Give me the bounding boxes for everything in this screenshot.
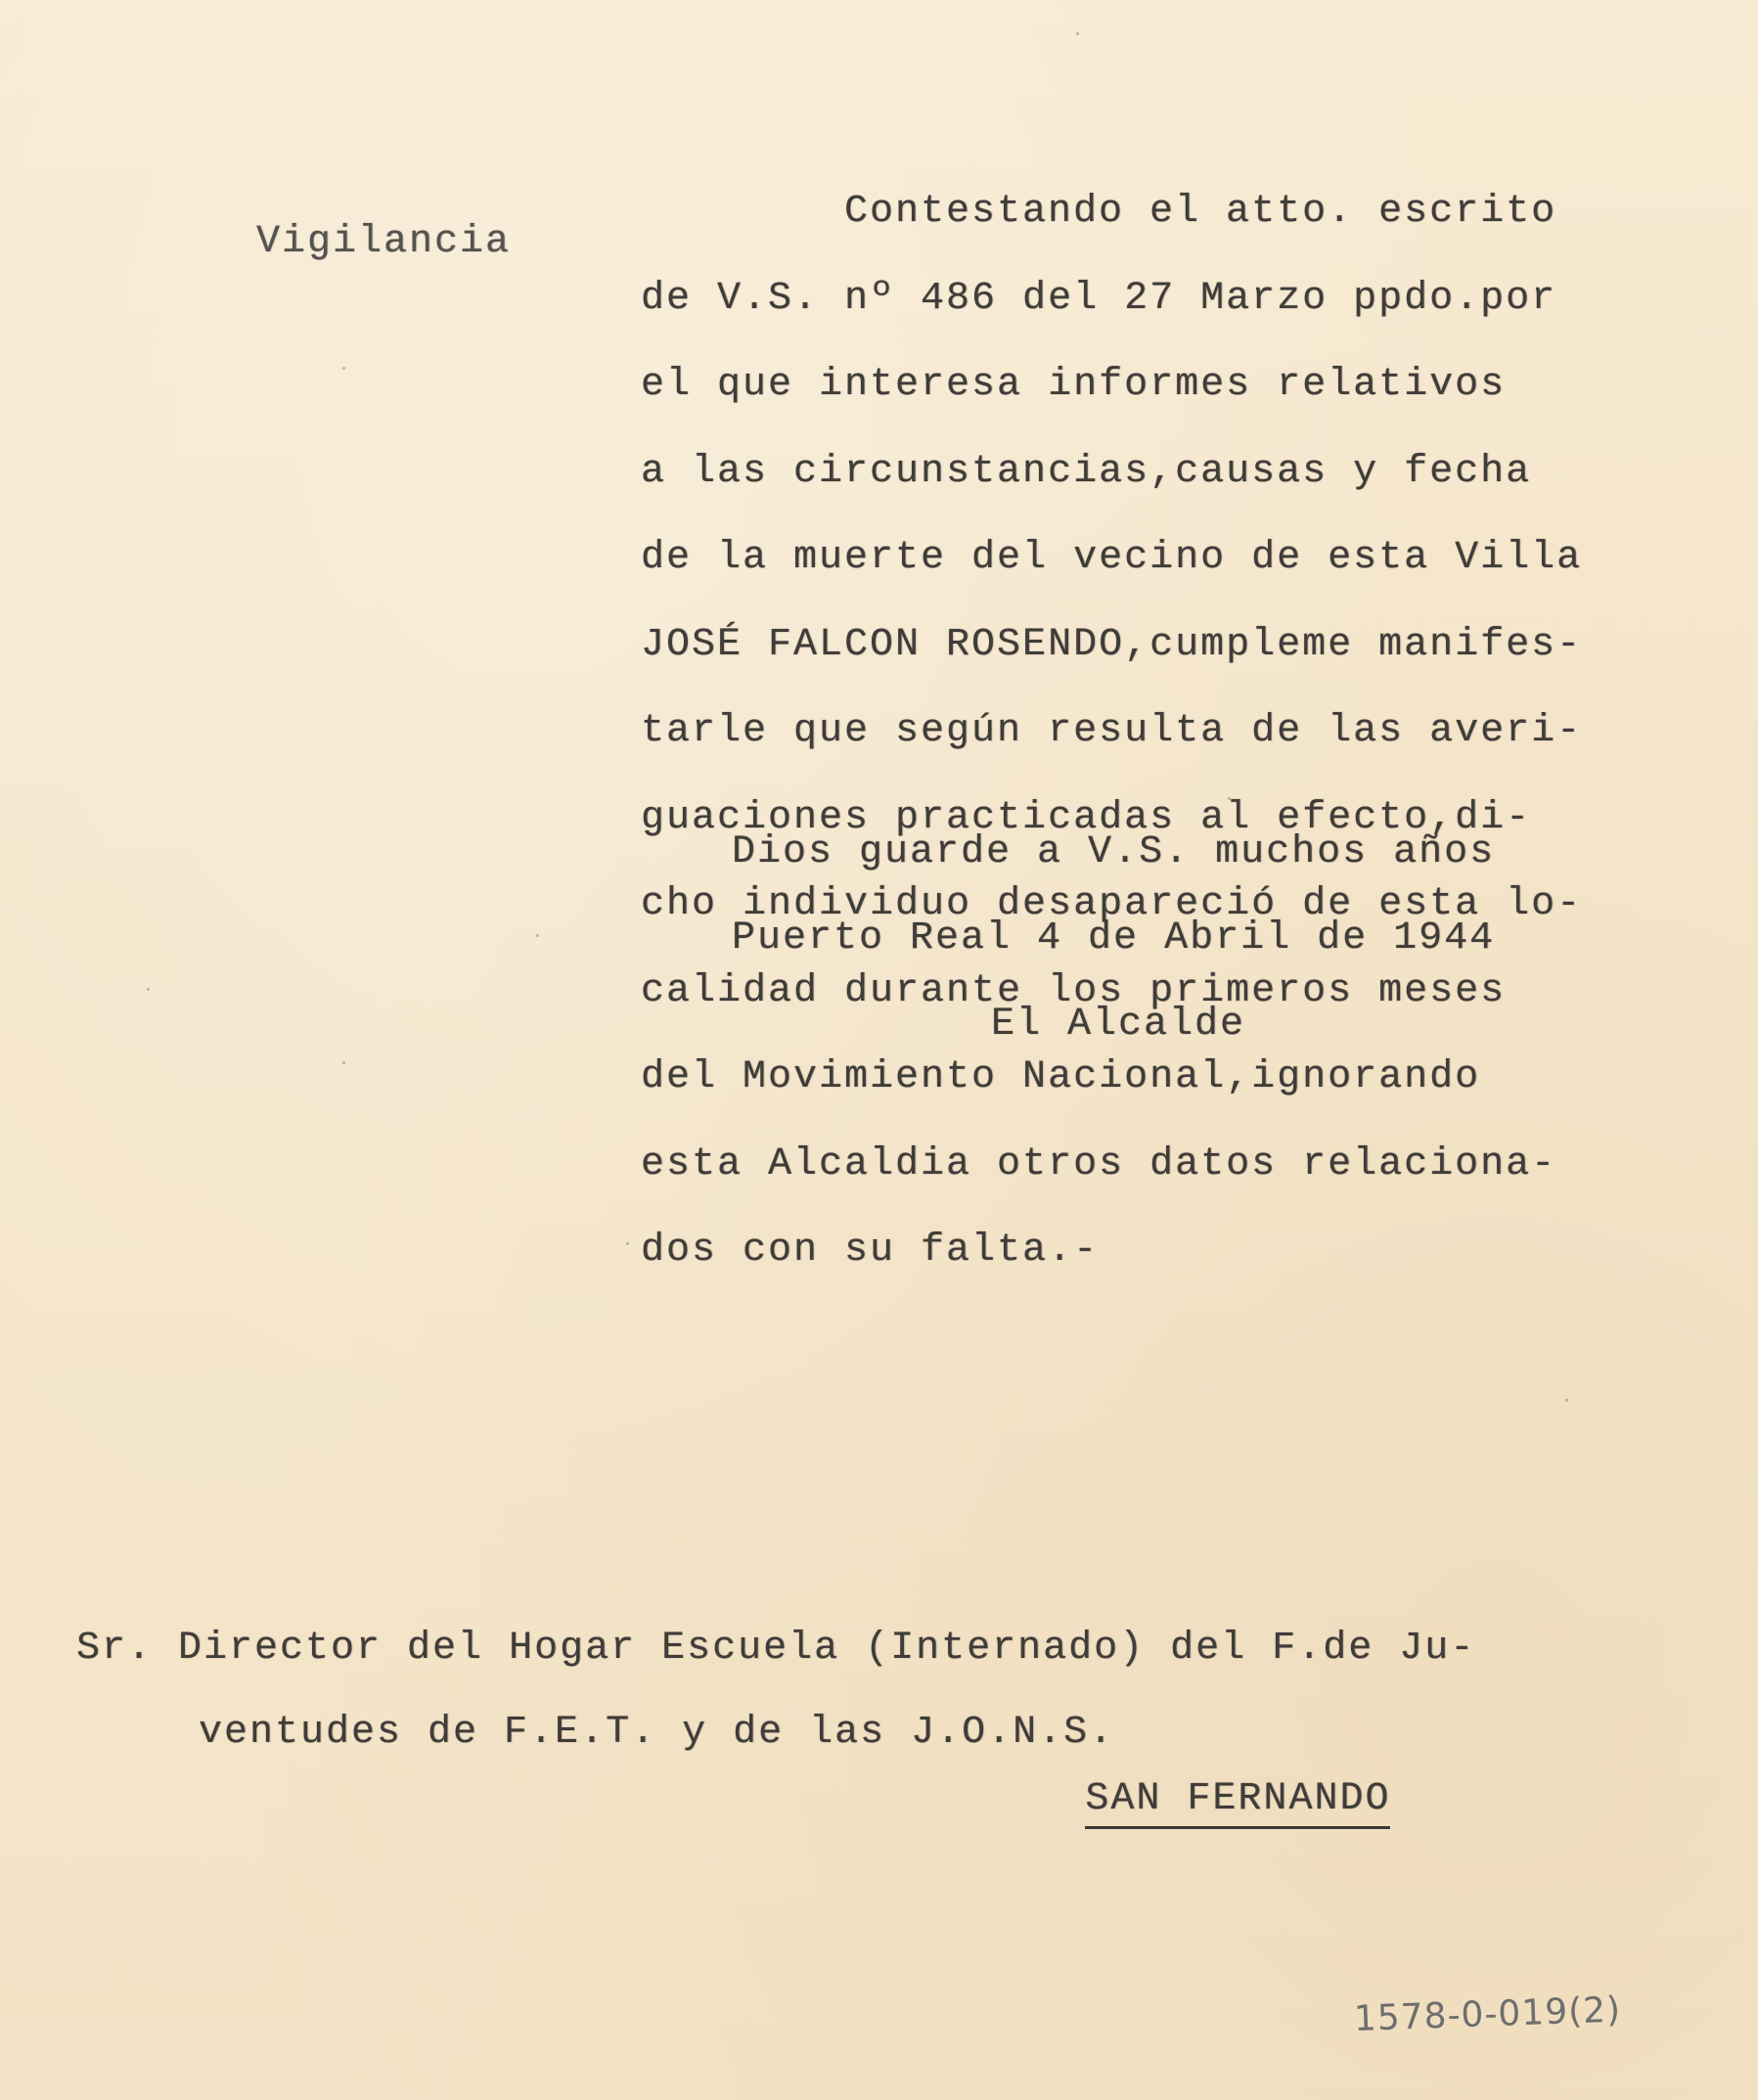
letter-body — [641, 152, 1736, 1313]
body-line: del Movimiento Nacional,ignorando — [641, 1055, 1481, 1099]
closing-block — [732, 792, 1690, 1086]
body-line: tarle que según resulta de las averi- — [641, 709, 1583, 753]
body-line: cho individuo desapareció de esta lo- — [641, 882, 1583, 926]
body-line: a las circunstancias,causas y fecha — [641, 449, 1532, 494]
paper-speck — [342, 1061, 345, 1064]
recipient-line-1: Sr. Director del Hogar Escuela (Internado) del F.de Ju- — [76, 1627, 1476, 1671]
recipient-line-2: ventudes de F.E.T. y de las J.O.N.S. — [199, 1711, 1115, 1755]
signer-title: El Alcalde — [991, 1003, 1246, 1047]
recipient-place: SAN FERNANDO — [1085, 1777, 1390, 1829]
side-note: Vigilancia — [256, 220, 512, 264]
body-line: de la muerte del vecino de esta Villa — [641, 536, 1583, 580]
paper-speck — [536, 934, 539, 937]
paper-speck — [626, 1242, 629, 1245]
place-date: Puerto Real 4 de Abril de 1944 — [732, 916, 1496, 961]
paper-speck — [1228, 797, 1231, 800]
archive-number: 1578-0-019(2) — [1353, 1989, 1622, 2039]
body-line: dos con su falta.- — [641, 1229, 1100, 1273]
body-line: el que interesa informes relativos — [641, 363, 1507, 407]
paper-speck — [147, 988, 150, 991]
paper-speck — [1565, 1399, 1568, 1402]
body-line: JOSÉ FALCON ROSENDO,cumpleme manifes- — [641, 622, 1583, 667]
paper-speck — [1076, 32, 1079, 35]
body-line: de V.S. nº 486 del 27 Marzo ppdo.por — [641, 276, 1557, 321]
salutation: Dios guarde a V.S. muchos años — [732, 830, 1496, 874]
body-line: calidad durante los primeros meses — [641, 968, 1507, 1013]
paper-speck — [342, 367, 345, 370]
body-line: guaciones practicadas al efecto,di- — [641, 795, 1532, 840]
recipient-block — [76, 1589, 1739, 1847]
body-line: esta Alcaldia otros datos relaciona- — [641, 1141, 1557, 1186]
body-line: Contestando el atto. escrito — [844, 190, 1557, 234]
